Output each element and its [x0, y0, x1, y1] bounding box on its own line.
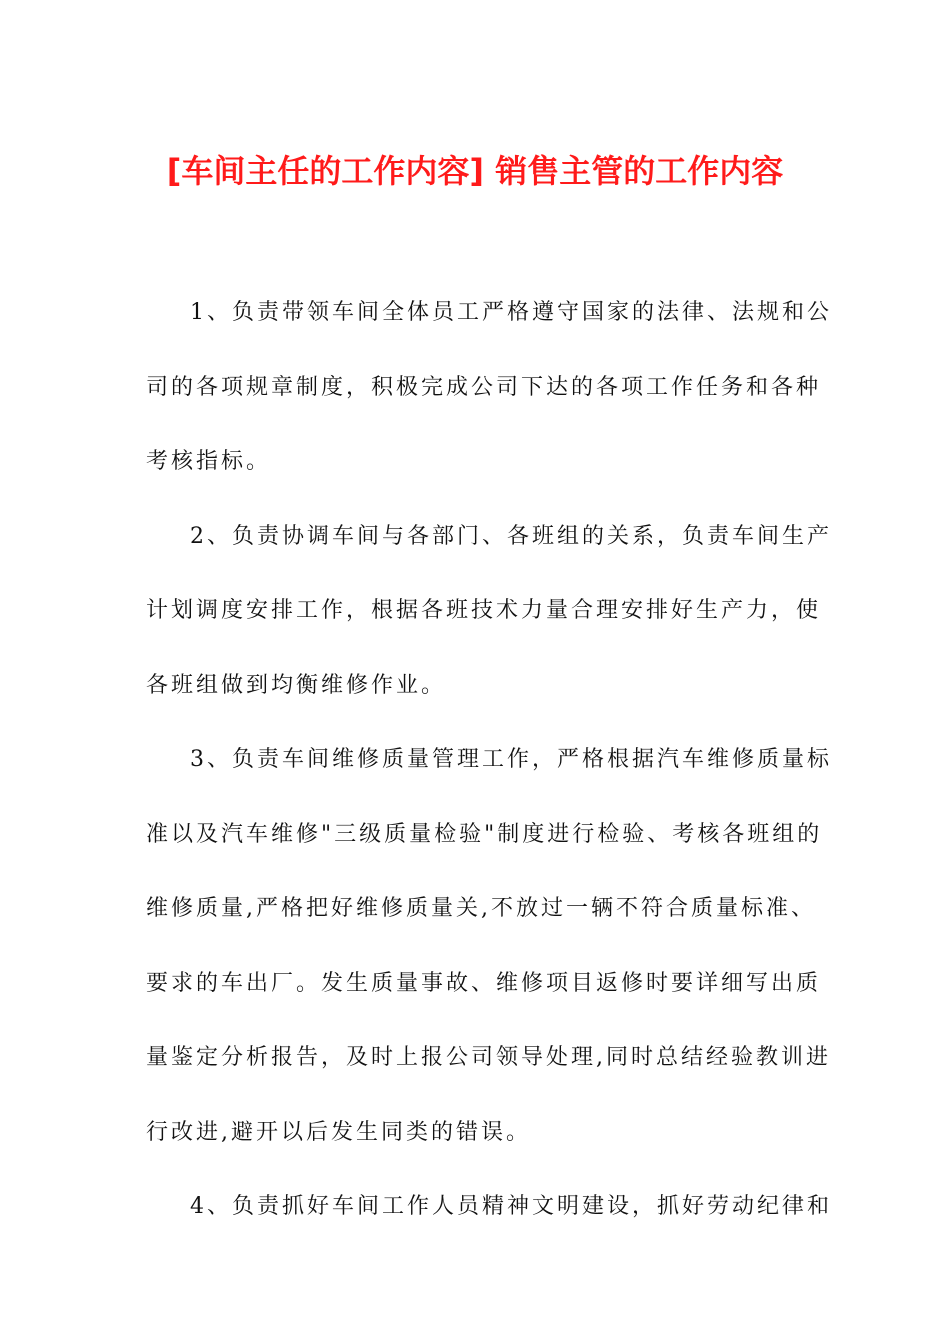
paragraph-line: 计划调度安排工作，根据各班技术力量合理安排好生产力，使 — [146, 598, 822, 623]
paragraph-4 — [146, 1170, 832, 1245]
paragraph-line: 司的各项规章制度，积极完成公司下达的各项工作任务和各种 — [146, 374, 822, 400]
paragraph-2 — [146, 500, 832, 724]
paragraph-line: 量鉴定分析报告，及时上报公司领导处理,同时总结经验教训进 — [146, 1045, 831, 1070]
paragraph-line: 2、负责协调车间与各部门、各班组的关系，负责车间生产 — [190, 523, 832, 549]
document-body — [146, 276, 832, 1245]
paragraph-line: 1、负责带领车间全体员工严格遵守国家的法律、法规和公 — [190, 300, 832, 325]
paragraph-line: 各班组做到均衡维修作业。 — [146, 672, 447, 698]
paragraph-3 — [146, 723, 832, 1170]
paragraph-line: 考核指标。 — [146, 449, 272, 474]
paragraph-line: 要求的车出厂。发生质量事故、维修项目返修时要详细写出质 — [146, 970, 822, 996]
paragraph-line: 行改进,避开以后发生同类的错误。 — [146, 1119, 531, 1145]
document-title: [车间主任的工作内容] 销售主管的工作内容 — [166, 152, 784, 190]
paragraph-line: 维修质量,严格把好维修质量关,不放过一辆不符合质量标准、 — [146, 896, 816, 921]
paragraph-1 — [146, 276, 832, 500]
paragraph-line: 3、负责车间维修质量管理工作，严格根据汽车维修质量标 — [190, 747, 832, 772]
paragraph-line: 准以及汽车维修"三级质量检验"制度进行检验、考核各班组的 — [146, 821, 823, 847]
paragraph-line: 4、负责抓好车间工作人员精神文明建设，抓好劳动纪律和 — [190, 1194, 832, 1219]
